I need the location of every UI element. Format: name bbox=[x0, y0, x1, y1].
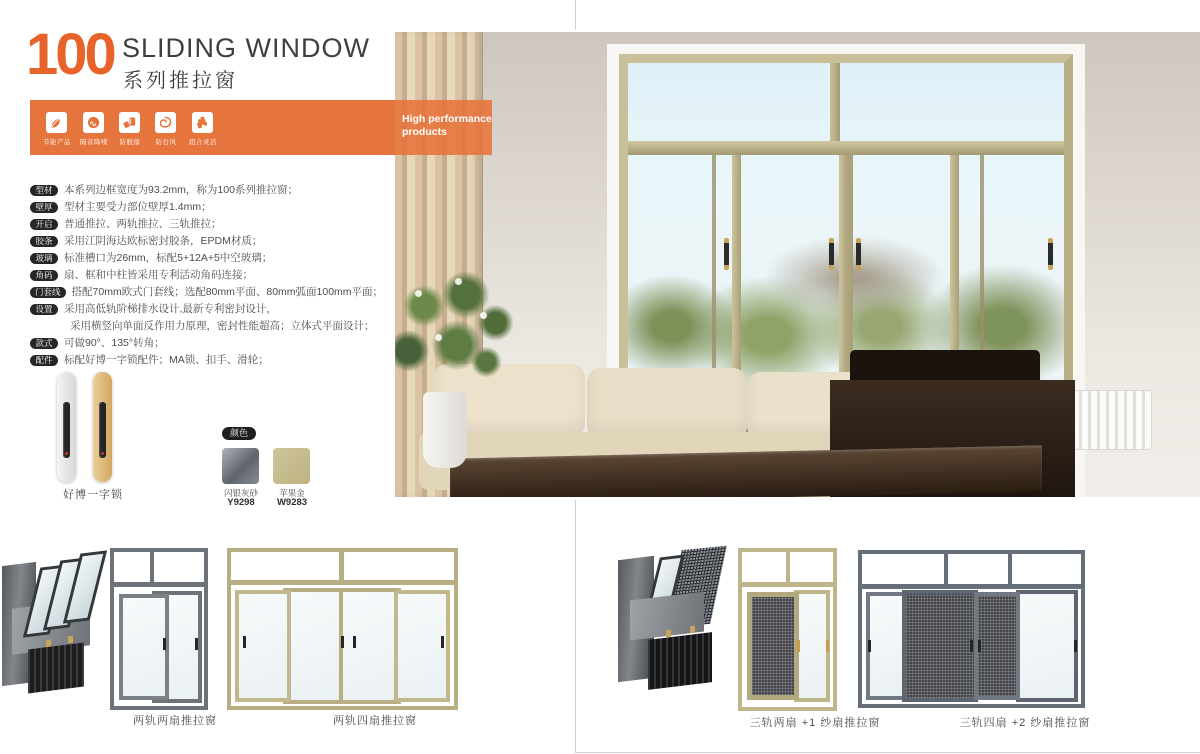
sash-handle bbox=[978, 640, 981, 652]
sash-handle bbox=[441, 636, 444, 648]
noise-reduction-icon bbox=[83, 112, 104, 133]
spec-row bbox=[30, 267, 400, 284]
sash bbox=[1016, 590, 1078, 702]
spec-text: 本系列边框宽度为93.2mm，称为100系列推拉窗； bbox=[64, 184, 298, 196]
spec-text: 采用江阴海达欧标密封胶条，EPDM材质； bbox=[64, 235, 263, 247]
feature-label: 隔音降噪 bbox=[80, 139, 108, 146]
divider-top-vertical bbox=[575, 0, 576, 30]
color-badge: 颜色 bbox=[222, 427, 256, 440]
spec-row bbox=[30, 199, 400, 216]
sash-handle bbox=[341, 636, 344, 648]
window-handle bbox=[724, 238, 729, 270]
spec-text: 扇、框和中柱皆采用专利活动角码连接； bbox=[64, 269, 253, 281]
feature-label: 防脱落 bbox=[119, 139, 141, 146]
spec-row bbox=[30, 182, 400, 199]
sash-handle bbox=[970, 640, 973, 652]
series-number: 100 bbox=[26, 22, 114, 87]
spec-list bbox=[30, 182, 400, 369]
plant-flower bbox=[480, 312, 487, 319]
puzzle-icon bbox=[192, 112, 213, 133]
feature-label: 防台风 bbox=[155, 139, 177, 146]
sash bbox=[119, 594, 169, 700]
page-title-cn: 系列推拉窗 bbox=[123, 70, 238, 92]
plant-flower bbox=[415, 290, 422, 297]
transom-bar bbox=[862, 584, 1081, 589]
spec-row bbox=[30, 250, 400, 267]
spec-badge: 玻璃 bbox=[30, 253, 58, 264]
transom-mullion bbox=[150, 552, 154, 582]
spec-badge: 角码 bbox=[30, 270, 58, 281]
swatch-name: 闪银灰砂 bbox=[223, 488, 258, 498]
transom-mullion bbox=[1008, 554, 1012, 584]
spec-text: 型材主要受力部位壁厚1.4mm； bbox=[64, 201, 212, 213]
page-title-en: SLIDING WINDOW bbox=[122, 33, 370, 63]
spec-text: 采用高低轨阶梯排水设计,最新专利密封设计， bbox=[64, 303, 277, 315]
spec-badge: 配件 bbox=[30, 355, 58, 366]
sash-handle bbox=[243, 636, 246, 648]
plant-leaves bbox=[395, 264, 515, 404]
spec-badge: 开启 bbox=[30, 219, 58, 230]
profile-extrusion bbox=[28, 643, 84, 694]
spec-text: 采用横竖向单面反作用力原理，密封性能超高；立体式平面设计； bbox=[70, 320, 375, 332]
transom-mullion bbox=[830, 63, 840, 141]
plant bbox=[395, 264, 515, 474]
spec-badge: 壁厚 bbox=[30, 202, 58, 213]
swatch-name: 苹果金 bbox=[279, 488, 305, 498]
spec-badge: 胶条 bbox=[30, 236, 58, 247]
transom-bar bbox=[742, 582, 833, 587]
plant-flower bbox=[435, 334, 442, 341]
transom-mullion bbox=[339, 552, 344, 580]
tagline-line1: High performance bbox=[402, 113, 492, 125]
spec-row bbox=[30, 335, 400, 352]
profile-cross-section-right bbox=[618, 548, 722, 700]
spec-badge: 门套线 bbox=[30, 287, 66, 298]
product-window-two-track-two-sash bbox=[110, 548, 208, 710]
product-caption: 三轨四扇 +2 纱扇推拉窗 bbox=[959, 717, 1091, 729]
transom-mullion bbox=[944, 554, 948, 584]
product-window-three-track-four-sash bbox=[858, 550, 1085, 708]
profile-extrusion bbox=[648, 632, 712, 690]
handle-slot bbox=[63, 402, 70, 458]
swatch-code: Y9298 bbox=[227, 497, 255, 508]
handle-slot bbox=[99, 402, 106, 458]
sash-handle bbox=[163, 638, 166, 650]
sash-handle bbox=[868, 640, 871, 652]
typhoon-icon bbox=[155, 112, 176, 133]
product-caption: 三轨两扇 +1 纱扇推拉窗 bbox=[749, 717, 881, 729]
transom-bar bbox=[231, 580, 454, 585]
spec-text: 普通推拉、两轨推拉、三轨推拉； bbox=[64, 218, 222, 230]
transom-bar bbox=[114, 582, 204, 587]
sash bbox=[283, 588, 345, 704]
anti-falloff-icon bbox=[119, 112, 140, 133]
swatch-silver-gray bbox=[222, 448, 259, 484]
feature-label: 组合灵活 bbox=[189, 139, 217, 146]
spec-badge: 款式 bbox=[30, 338, 58, 349]
sash-handle bbox=[797, 640, 800, 652]
divider-bottom-horizontal bbox=[575, 752, 1200, 753]
handle-indicator bbox=[101, 452, 104, 455]
plant-flower bbox=[455, 278, 462, 285]
hardware-caption: 好博一字锁 bbox=[63, 489, 123, 501]
spec-text: 标准槽口为26mm，标配5+12A+5中空玻璃； bbox=[64, 252, 273, 264]
leaf-icon bbox=[46, 112, 67, 133]
spec-row bbox=[30, 233, 400, 250]
spec-row-continuation bbox=[30, 318, 400, 335]
profile-lock-bit bbox=[68, 636, 73, 644]
product-caption: 两轨四扇推拉窗 bbox=[333, 715, 417, 727]
spec-text: 搭配70mm欧式门套线；选配80mm平面、80mm弧面100mm平面； bbox=[71, 286, 384, 298]
hero-photo bbox=[395, 32, 1200, 497]
transom-mullion bbox=[786, 552, 790, 582]
spec-text: 标配好博一字锁配件；MA锁、扣手、滑轮； bbox=[64, 354, 269, 366]
spec-badge: 设置 bbox=[30, 304, 58, 315]
sash-handle bbox=[195, 638, 198, 650]
window-handle bbox=[1048, 238, 1053, 270]
spec-row bbox=[30, 301, 400, 318]
profile-lock-bit bbox=[690, 626, 695, 634]
divider-bottom-vertical bbox=[575, 500, 576, 752]
handle-indicator bbox=[65, 452, 68, 455]
lock-handle-gold bbox=[93, 372, 112, 482]
profile-cross-section-left bbox=[2, 552, 102, 700]
lock-handle-white bbox=[57, 372, 76, 482]
transom-bar bbox=[628, 141, 1064, 155]
feature-banner bbox=[30, 100, 395, 155]
spec-row bbox=[30, 284, 400, 301]
screen-sash bbox=[747, 592, 799, 700]
window-handle bbox=[856, 238, 861, 270]
feature-label: 节能产品 bbox=[43, 139, 71, 146]
spec-row bbox=[30, 352, 400, 369]
sash-handle bbox=[826, 640, 829, 652]
swatch-code: W9283 bbox=[276, 497, 308, 508]
tagline-overlay bbox=[395, 100, 492, 155]
spec-row bbox=[30, 216, 400, 233]
sofa-back-cushion bbox=[587, 368, 747, 440]
spec-text: 可做90°、135°转角； bbox=[64, 337, 165, 349]
product-window-two-track-four-sash bbox=[227, 548, 458, 710]
tagline-line2: products bbox=[402, 126, 447, 138]
window-handle bbox=[829, 238, 834, 270]
sash-handle bbox=[1074, 640, 1077, 652]
product-window-three-track-screen bbox=[738, 548, 837, 711]
sash bbox=[339, 588, 401, 704]
sash-handle bbox=[353, 636, 356, 648]
screen-sash bbox=[902, 590, 978, 702]
sash bbox=[866, 592, 906, 700]
swatch-apple-gold bbox=[273, 448, 310, 484]
product-caption: 两轨两扇推拉窗 bbox=[133, 715, 217, 727]
spec-badge: 型材 bbox=[30, 185, 58, 196]
plant-vase bbox=[423, 392, 467, 468]
